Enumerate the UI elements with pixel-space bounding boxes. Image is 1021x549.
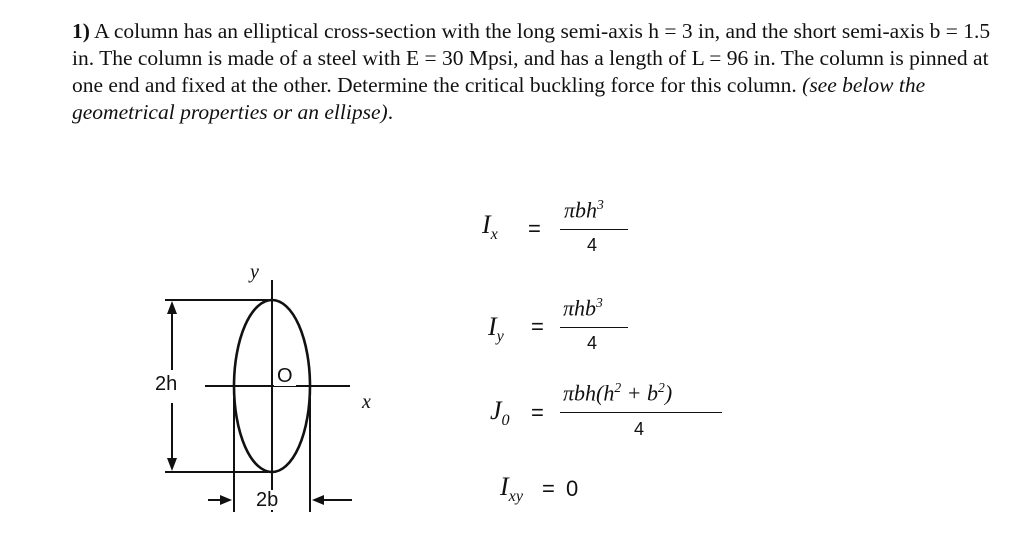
- formula-j0-fraction-bar: [560, 412, 722, 413]
- arrow-right-head: [220, 495, 232, 505]
- formula-iy-equals: =: [531, 314, 544, 339]
- y-axis-label: y: [250, 261, 259, 283]
- formula-j0-numerator: $\pi bh(h^2 + b^2)$: [563, 380, 673, 406]
- x-axis-label: x: [362, 391, 371, 413]
- formula-ixy-lhs: $I_{xy}$: [500, 472, 523, 506]
- height-label: 2h: [155, 373, 178, 395]
- formula-ix-lhs: $I_x$: [482, 210, 498, 244]
- formula-ix-denominator: 4: [587, 235, 598, 255]
- problem-text: A column has an elliptical cross-section with the long semi-axis h = 3 in, and the short semi-axis b = 1.5 in. The column is made of a steel with E = 30 Mpsi, and has a length of L = 96 in. The column is pinned at one end and fixed at the other. Determine the critical buckling force for this column.: [72, 19, 991, 97]
- formula-ix-fraction-bar: [560, 229, 628, 230]
- arrow-down-head: [167, 458, 177, 471]
- problem-number: 1): [72, 19, 90, 43]
- formula-iy-fraction-bar: [560, 327, 628, 328]
- width-label: 2b: [256, 489, 279, 511]
- arrow-up-head: [167, 301, 177, 314]
- arrow-left-head: [312, 495, 324, 505]
- formula-ixy-rhs: 0: [566, 476, 579, 501]
- formula-j0-lhs: $J_0$: [490, 396, 510, 430]
- formula-iy-numerator: πhb$^3$: [563, 295, 603, 321]
- formula-j0-denominator: 4: [634, 419, 645, 439]
- formula-ix-numerator: πbh$^3$: [564, 197, 604, 223]
- formula-j0-equals: =: [531, 400, 544, 425]
- formula-ixy-equals: =: [542, 476, 555, 501]
- problem-end: .: [387, 100, 394, 124]
- origin-label: O: [277, 365, 293, 387]
- problem-note: (see below the geometrical properties or an ellipse): [72, 73, 926, 124]
- formula-iy-denominator: 4: [587, 333, 598, 353]
- formula-ix-equals: =: [528, 216, 541, 241]
- formula-iy-lhs: $I_y$: [488, 312, 504, 346]
